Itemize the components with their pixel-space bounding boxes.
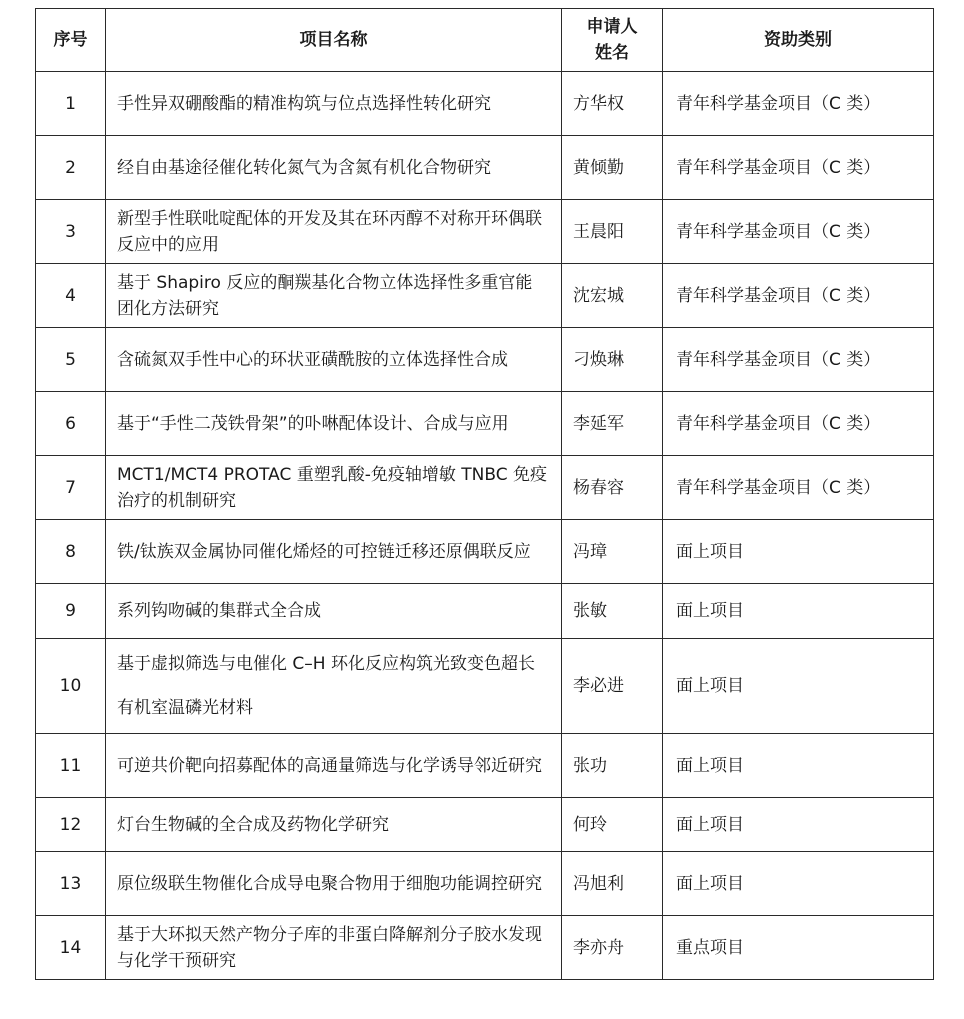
table-row <box>36 798 934 852</box>
cell-no: 12 <box>36 798 106 852</box>
cell-no: 4 <box>36 264 106 328</box>
grant-table <box>35 8 934 980</box>
table-row <box>36 734 934 798</box>
cell-title: 基于“手性二茂铁骨架”的卟啉配体设计、合成与应用 <box>106 392 562 456</box>
cell-no: 5 <box>36 328 106 392</box>
table-row <box>36 72 934 136</box>
cell-no: 11 <box>36 734 106 798</box>
cell-category: 面上项目 <box>663 852 934 916</box>
table-row <box>36 392 934 456</box>
table-row <box>36 584 934 639</box>
cell-applicant: 王晨阳 <box>562 200 663 264</box>
cell-category: 青年科学基金项目（C 类） <box>663 328 934 392</box>
cell-applicant: 杨春容 <box>562 456 663 520</box>
cell-category: 青年科学基金项目（C 类） <box>663 392 934 456</box>
cell-category: 面上项目 <box>663 734 934 798</box>
cell-applicant: 李亦舟 <box>562 916 663 980</box>
cell-applicant: 李必进 <box>562 639 663 734</box>
cell-applicant: 何玲 <box>562 798 663 852</box>
cell-title: 基于大环拟天然产物分子库的非蛋白降解剂分子胶水发现与化学干预研究 <box>106 916 562 980</box>
cell-no: 6 <box>36 392 106 456</box>
table-row <box>36 264 934 328</box>
header-applicant <box>562 9 663 72</box>
table-row <box>36 328 934 392</box>
cell-applicant: 刁焕琳 <box>562 328 663 392</box>
cell-category: 青年科学基金项目（C 类） <box>663 456 934 520</box>
table-row <box>36 456 934 520</box>
header-applicant-line2: 姓名 <box>595 43 629 63</box>
table-row <box>36 916 934 980</box>
cell-category: 面上项目 <box>663 520 934 584</box>
cell-category: 面上项目 <box>663 798 934 852</box>
cell-category: 面上项目 <box>663 639 934 734</box>
cell-title: 新型手性联吡啶配体的开发及其在环丙醇不对称开环偶联反应中的应用 <box>106 200 562 264</box>
table-row <box>36 136 934 200</box>
table-row <box>36 520 934 584</box>
cell-no: 2 <box>36 136 106 200</box>
cell-title: 含硫氮双手性中心的环状亚磺酰胺的立体选择性合成 <box>106 328 562 392</box>
cell-title: 基于 Shapiro 反应的酮羰基化合物立体选择性多重官能团化方法研究 <box>106 264 562 328</box>
table-row <box>36 639 934 734</box>
cell-title: MCT1/MCT4 PROTAC 重塑乳酸-免疫轴增敏 TNBC 免疫治疗的机制研究 <box>106 456 562 520</box>
cell-applicant: 张敏 <box>562 584 663 639</box>
cell-applicant: 张功 <box>562 734 663 798</box>
cell-category: 青年科学基金项目（C 类） <box>663 72 934 136</box>
cell-category: 面上项目 <box>663 584 934 639</box>
header-category: 资助类别 <box>663 9 934 72</box>
cell-title: 原位级联生物催化合成导电聚合物用于细胞功能调控研究 <box>106 852 562 916</box>
cell-no: 3 <box>36 200 106 264</box>
cell-no: 7 <box>36 456 106 520</box>
cell-applicant: 冯旭利 <box>562 852 663 916</box>
cell-title: 可逆共价靶向招募配体的高通量筛选与化学诱导邻近研究 <box>106 734 562 798</box>
cell-category: 青年科学基金项目（C 类） <box>663 200 934 264</box>
cell-title: 经自由基途径催化转化氮气为含氮有机化合物研究 <box>106 136 562 200</box>
cell-no: 1 <box>36 72 106 136</box>
header-title: 项目名称 <box>106 9 562 72</box>
cell-applicant: 冯璋 <box>562 520 663 584</box>
cell-applicant: 李延军 <box>562 392 663 456</box>
cell-applicant: 黄倾勤 <box>562 136 663 200</box>
cell-no: 9 <box>36 584 106 639</box>
cell-no: 10 <box>36 639 106 734</box>
cell-applicant: 方华权 <box>562 72 663 136</box>
header-no: 序号 <box>36 9 106 72</box>
cell-title-text: 基于虚拟筛选与电催化 C–H 环化反应构筑光致变色超长有机室温磷光材料 <box>117 654 535 718</box>
cell-title: 铁/钛族双金属协同催化烯烃的可控链迁移还原偶联反应 <box>106 520 562 584</box>
header-applicant-line1: 申请人 <box>586 17 638 37</box>
cell-category: 重点项目 <box>663 916 934 980</box>
table-header-row <box>36 9 934 72</box>
cell-category: 青年科学基金项目（C 类） <box>663 264 934 328</box>
table-row <box>36 200 934 264</box>
cell-title: 系列钩吻碱的集群式全合成 <box>106 584 562 639</box>
cell-no: 14 <box>36 916 106 980</box>
table-row <box>36 852 934 916</box>
cell-no: 8 <box>36 520 106 584</box>
cell-category: 青年科学基金项目（C 类） <box>663 136 934 200</box>
cell-title <box>106 639 562 734</box>
cell-title: 手性异双硼酸酯的精准构筑与位点选择性转化研究 <box>106 72 562 136</box>
cell-title: 灯台生物碱的全合成及药物化学研究 <box>106 798 562 852</box>
cell-applicant: 沈宏城 <box>562 264 663 328</box>
cell-no: 13 <box>36 852 106 916</box>
